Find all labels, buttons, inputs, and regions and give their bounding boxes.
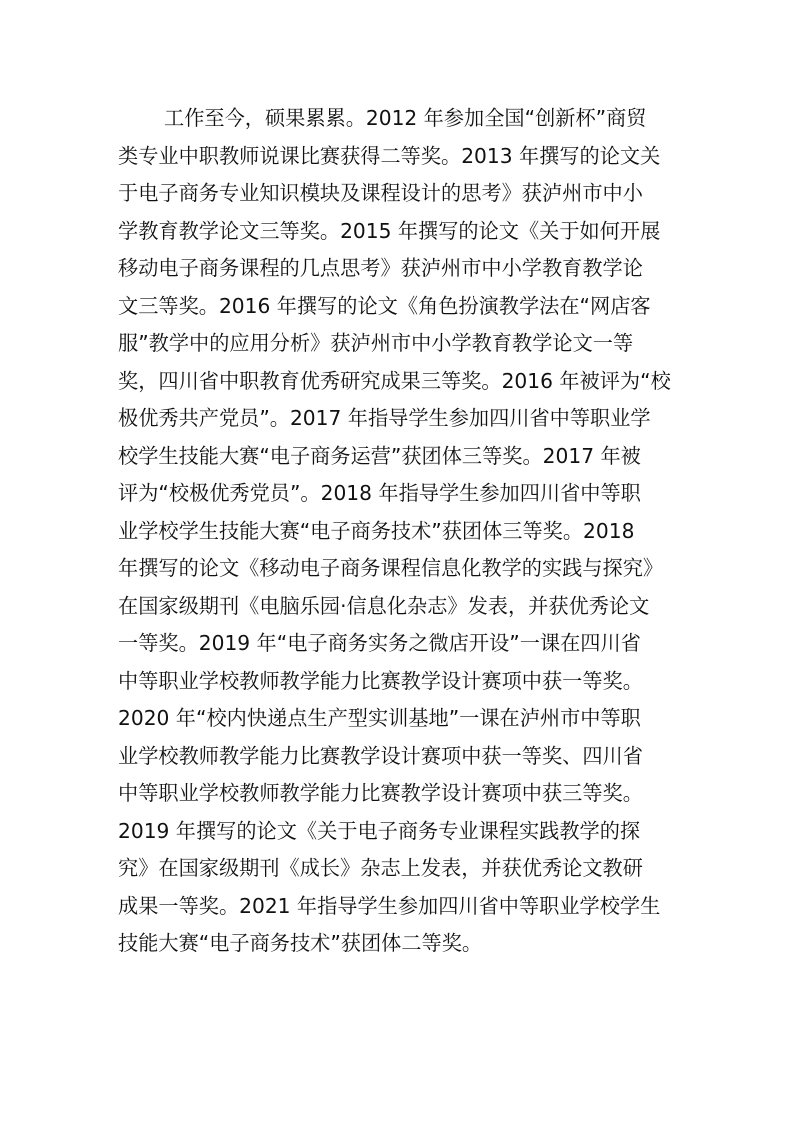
paragraph-line: 于电子商务专业知识模块及课程设计的思考》获泸州市中小 [118, 181, 643, 205]
paragraph-line: 评为“校极优秀党员”。2018 年指导学生参加四川省中等职 [118, 481, 641, 505]
paragraph-line: 2020 年“校内快递点生产型实训基地”一课在泸州市中等职 [118, 706, 641, 730]
paragraph-line: 在国家级期刊《电脑乐园·信息化杂志》发表，并获优秀论文 [118, 593, 650, 618]
paragraph-line: 2019 年撰写的论文《关于电子商务专业课程实践教学的探 [118, 818, 641, 843]
paragraph-line: 中等职业学校教师教学能力比赛教学设计赛项中获一等奖。 [118, 668, 643, 693]
paragraph-line: 一等奖。2019 年“电子商务实务之微店开设”一课在四川省 [118, 631, 641, 655]
paragraph-line: 校学生技能大赛“电子商务运营”获团体三等奖。2017 年被 [118, 443, 641, 468]
paragraph-line: 奖，四川省中职教育优秀研究成果三等奖。2016 年被评为“校 [118, 368, 671, 393]
paragraph-line: 移动电子商务课程的几点思考》获泸州市中小学教育教学论 [118, 256, 643, 280]
paragraph-line: 年撰写的论文《移动电子商务课程信息化教学的实践与探究》 [118, 556, 664, 580]
paragraph-line: 类专业中职教师说课比赛获得二等奖。2013 年撰写的论文关 [118, 143, 661, 168]
paragraph-line: 技能大赛“电子商务技术”获团体二等奖。 [118, 931, 483, 955]
paragraph-line: 成果一等奖。2021 年指导学生参加四川省中等职业学校学生 [118, 893, 661, 918]
paragraph-line: 极优秀共产党员”。2017 年指导学生参加四川省中等职业学 [118, 406, 651, 430]
paragraph-line: 中等职业学校教师教学能力比赛教学设计赛项中获三等奖。 [118, 781, 643, 805]
paragraph-line: 文三等奖。2016 年撰写的论文《角色扮演教学法在“网店客 [118, 293, 651, 318]
paragraph-line: 学教育教学论文三等奖。2015 年撰写的论文《关于如何开展 [118, 218, 661, 243]
achievements-paragraph [118, 100, 678, 963]
paragraph-line: 服”教学中的应用分析》获泸州市中小学教育教学论文一等 [118, 331, 634, 355]
paragraph-line: 业学校教师教学能力比赛教学设计赛项中获一等奖、四川省 [118, 743, 643, 768]
paragraph-line: 究》在国家级期刊《成长》杂志上发表，并获优秀论文教研 [118, 856, 643, 880]
paragraph-line: 工作至今，硕果累累。2012 年参加全国“创新杯”商贸 [164, 106, 647, 130]
paragraph-line: 业学校学生技能大赛“电子商务技术”获团体三等奖。2018 [118, 518, 635, 543]
